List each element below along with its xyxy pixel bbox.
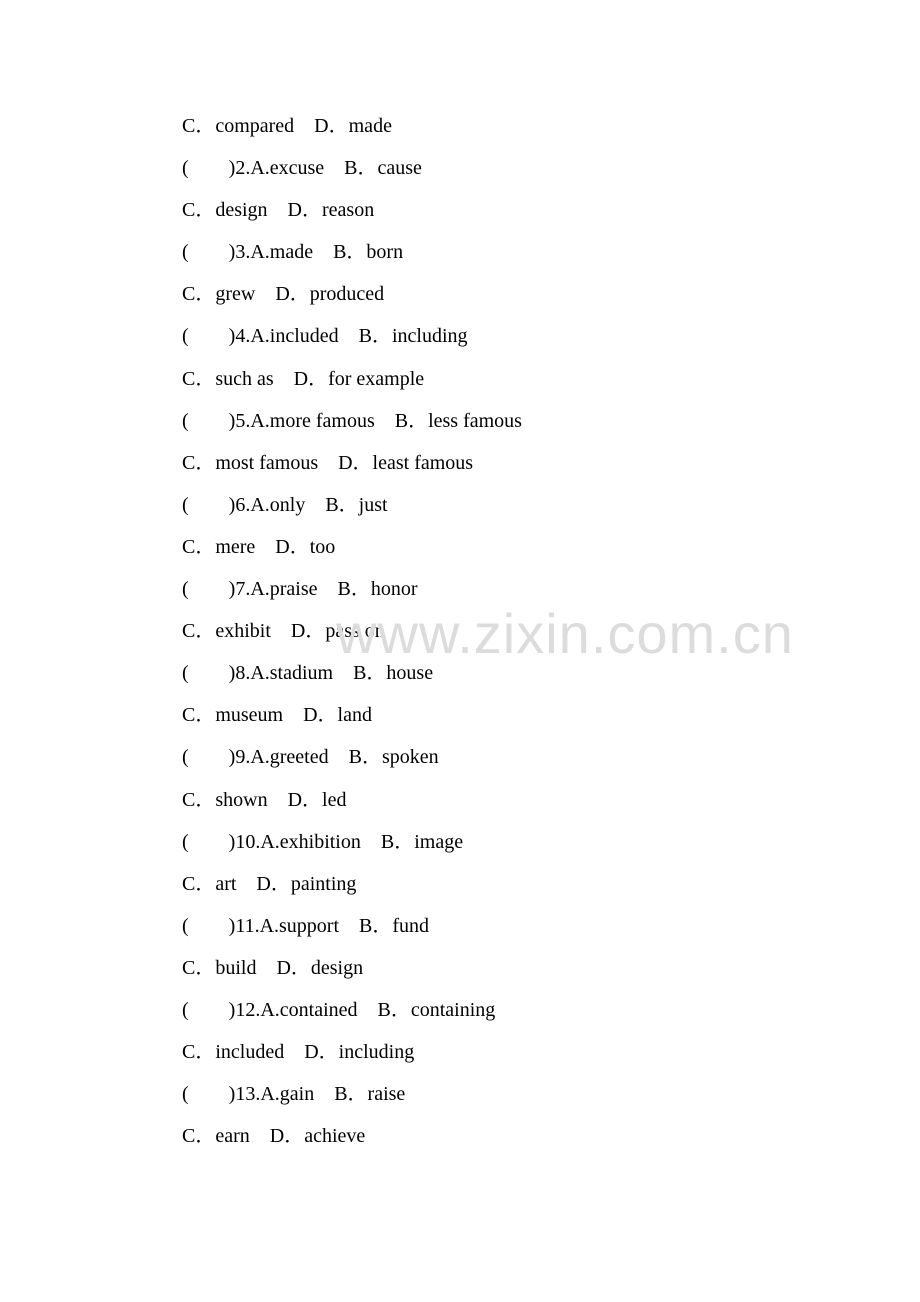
option-line-4c: C．such as D．for example — [182, 367, 425, 390]
question-line-13: ( )13.A.gain B．raise — [182, 1083, 406, 1106]
question-line-12: ( )12.A.contained B．containing — [182, 998, 496, 1021]
option-line-9c: C．shown D．led — [182, 788, 347, 811]
question-line-2: ( )2.A.excuse B．cause — [182, 157, 422, 180]
question-line-6: ( )6.A.only B．just — [182, 493, 388, 516]
option-line-12c: C．included D．including — [182, 1041, 415, 1064]
question-line-5: ( )5.A.more famous B．less famous — [182, 409, 522, 432]
option-line-5c: C．most famous D．least famous — [182, 451, 474, 474]
option-line-10c: C．art D．painting — [182, 872, 357, 895]
question-line-11: ( )11.A.support B．fund — [182, 914, 430, 937]
question-line-3: ( )3.A.made B．born — [182, 241, 404, 264]
option-line-1c: C．compared D．made — [182, 115, 392, 137]
option-line-13c: C．earn D．achieve — [182, 1125, 366, 1148]
option-line-2c: C．design D．reason — [182, 199, 375, 222]
option-line-3c: C．grew D．produced — [182, 283, 385, 306]
question-line-4: ( )4.A.included B．including — [182, 325, 468, 348]
question-line-10: ( )10.A.exhibition B．image — [182, 830, 464, 853]
option-line-7c: C．exhibit D．pass on — [182, 620, 385, 643]
option-line-8c: C．museum D．land — [182, 704, 372, 727]
watermark: www.zixin.com.cn — [336, 602, 794, 665]
option-line-11c: C．build D．design — [182, 956, 364, 979]
question-line-7: ( )7.A.praise B．honor — [182, 578, 418, 601]
option-line-6c: C．mere D．too — [182, 535, 336, 558]
question-options-list — [182, 109, 882, 1161]
question-line-9: ( )9.A.greeted B．spoken — [182, 746, 439, 769]
question-line-8: ( )8.A.stadium B．house — [182, 662, 434, 685]
